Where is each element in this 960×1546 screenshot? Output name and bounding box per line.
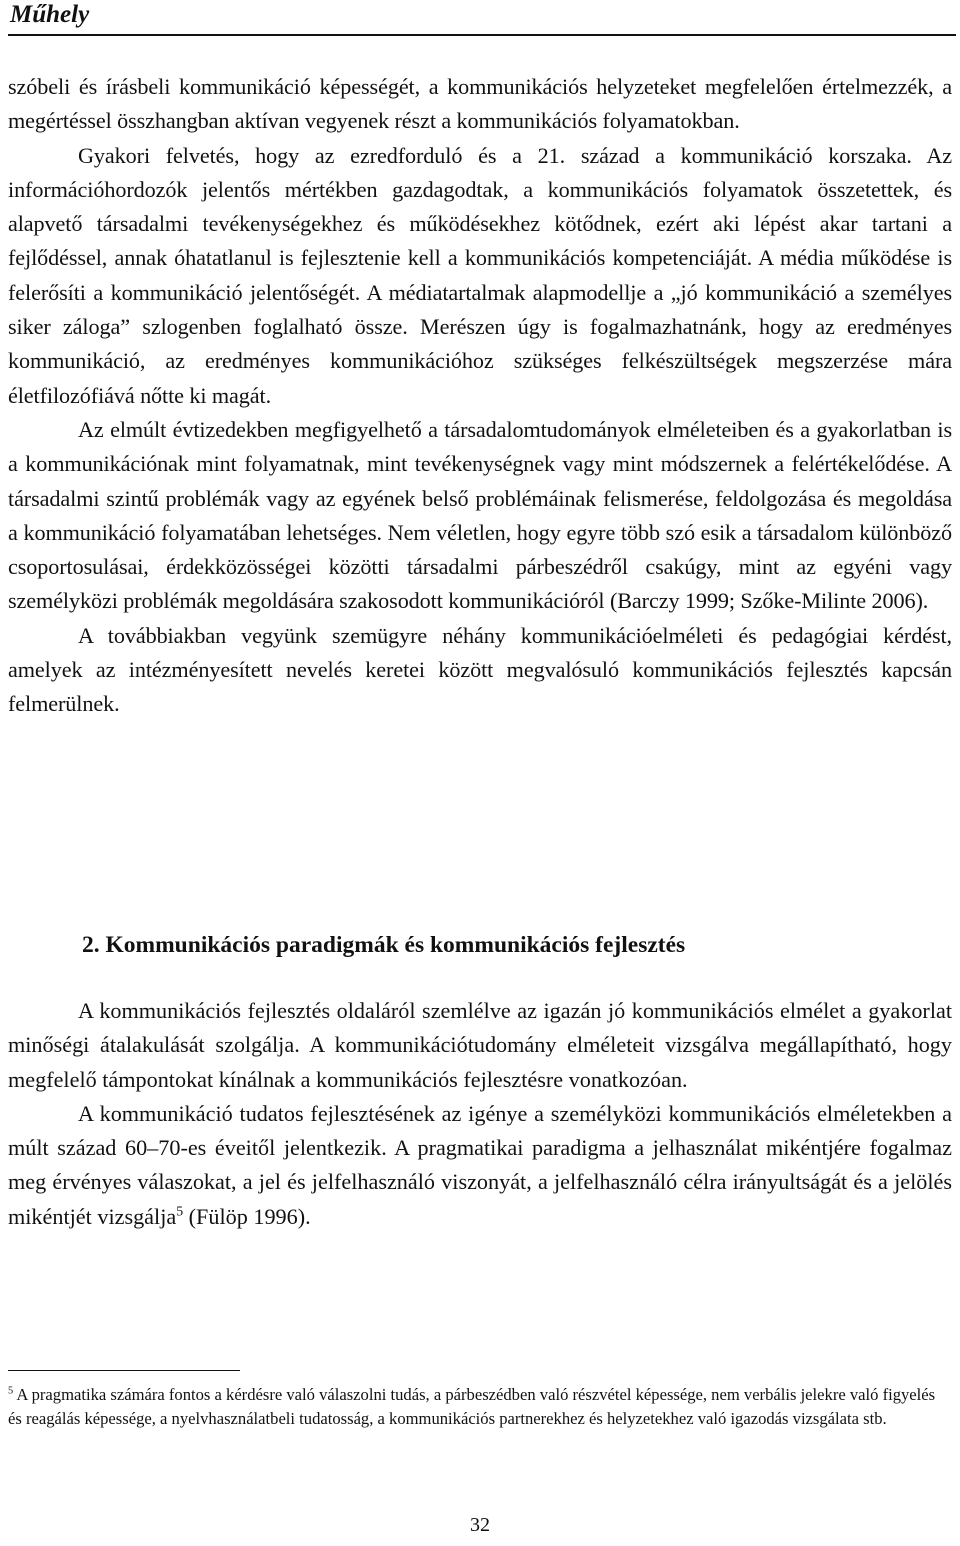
main-text: [8, 70, 952, 722]
running-header: [8, 0, 956, 36]
footnote-text: A pragmatika számára fontos a kérdésre való válaszolni tudás, a párbeszédben való részvétel képessége, nem verbális jelekre való figyelés és reagálás képessége, a nyelvhasználatbeli tudatosság, a kommunikációs partnerekhez és helyzetekhez való igazodás vizsgálata stb.: [8, 1385, 936, 1428]
section-text: [8, 994, 952, 1234]
citation: (Fülöp 1996).: [188, 1203, 311, 1229]
paragraph: A kommunikációs fejlesztés oldaláról szemlélve az igazán jó kommunikációs elmélet a gyakorlat minőségi átalakulását szolgálja. A kommunikációtudomány elméleteit vizsgálva megállapítható, hogy megfelelő támpontokat kínálnak a kommunikációs fejlesztésre vonatkozóan.: [8, 998, 952, 1092]
footnote-number: 5: [8, 1385, 14, 1397]
page-number: 32: [470, 1514, 490, 1536]
footnote-reference[interactable]: 5: [176, 1203, 184, 1219]
paragraph-text: A kommunikáció tudatos fejlesztésének az igénye a személyközi kommunikációs elméletekben a múlt század 60–70-es éveitől jelentkezik. A pragmatikai paradigma a jelhasználat mikéntjére fogalmaz meg érvényes válaszokat, a jel és jelfelhasználó viszonyát, a jelfelhasználó célra irányultságát és a jelölés mikéntjét vizsgálja: [8, 1100, 952, 1229]
footnote: [8, 1383, 952, 1431]
paragraph: [8, 1097, 952, 1234]
paragraph: A továbbiakban vegyünk szemügyre néhány kommunikációelméleti és pedagógiai kérdést, amelyek az intézményesített nevelés keretei között megvalósuló kommunikációs fejlesztés kapcsán felmerülnek.: [8, 622, 952, 717]
section-heading: 2. Kommunikációs paradigmák és kommunikációs fejlesztés: [82, 932, 686, 958]
paragraph: szóbeli és írásbeli kommunikáció képességét, a kommunikációs helyzeteket megfelelően értelmezzék, a megértéssel összhangban aktívan vegyenek részt a kommunikációs folyamatokban.: [8, 74, 952, 134]
footnote-divider: [8, 1370, 240, 1371]
paragraph: Az elmúlt évtizedekben megfigyelhető a társadalomtudományok elméleteiben és a gyakorlatban is a kommunikációnak mint folyamatnak, mint tevékenységnek vagy mint módszernek a felértékelődése. A társadalmi szintű problémák vagy az egyének belső problémáinak felismerése, feldolgozása és megoldása a kommunikáció folyamatában lehetséges. Nem véletlen, hogy egyre több szó esik a társadalom különböző csoportosulásai, érdekközösségei közötti társadalmi párbeszédről csakúgy, mint az egyéni vagy személyközi problémák megoldására szakosodott kommunikációról (Barczy 1999; Szőke-Milinte 2006).: [8, 416, 952, 614]
paragraph: Gyakori felvetés, hogy az ezredforduló és a 21. század a kommunikáció korszaka. Az információhordozók jelentős mértékben gazdagodtak, a kommunikációs folyamatok összetettek, és alapvető társadalmi tevékenységekhez és működésekhez kötődnek, ezért aki lépést akar tartani a fejlődéssel, annak óhatatlanul is fejlesztenie kell a kommunikációs kompetenciáját. A média működése is felerősíti a kommunikáció jelentőségét. A médiatartalmak alapmodellje a „jó kommunikáció a személyes siker záloga” szlogenben foglalható össze. Merészen úgy is fogalmazhatnánk, hogy az eredményes kommunikáció, az eredményes kommunikációhoz szükséges felkészültségek megszerzése mára életfilozófiává nőtte ki magát.: [8, 142, 952, 408]
header-title: Műhely: [10, 1, 90, 28]
